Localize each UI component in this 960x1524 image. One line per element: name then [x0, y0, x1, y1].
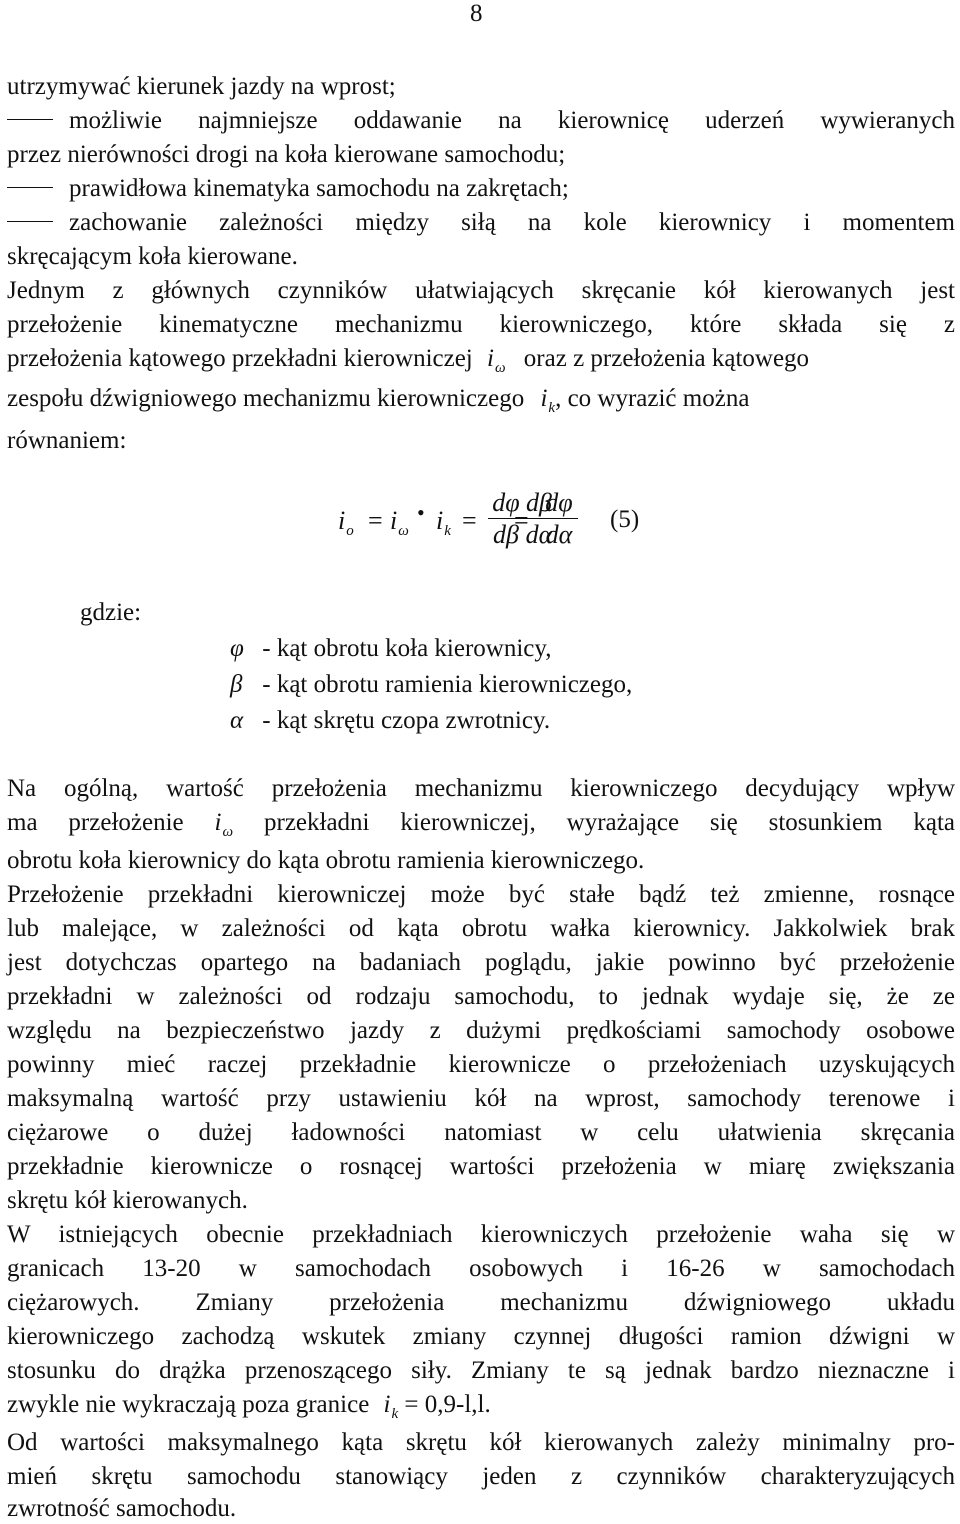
paragraph-line: zwrotność samochodu. — [7, 1495, 237, 1522]
paragraph-line: przełożenie kinematyczne mechanizmu kierowniczego, które składa się z — [7, 311, 955, 338]
fraction-dphi-dbeta: dφ dβ — [488, 488, 524, 551]
paragraph-line: ciężarowe o dużej ładowności natomiast w celu ułatwienia skręcania — [7, 1119, 955, 1146]
intro-line: utrzymywać kierunek jazdy na wprost; — [7, 73, 396, 100]
paragraph-line — [7, 384, 955, 423]
paragraph-line: równaniem: — [7, 427, 127, 454]
dash-marker — [7, 119, 53, 120]
text-segment: = 0,9-l,l. — [404, 1391, 491, 1418]
paragraph-line: obrotu koła kierownicy do kąta obrotu ramienia kierowniczego. — [7, 847, 645, 874]
dash-marker — [7, 187, 53, 188]
fraction-dphi-dalpha: dφ dα — [540, 488, 578, 551]
symbol-i-omega: $i_\omega$ — [390, 506, 409, 539]
text-segment: oraz z przełożenia kątowego — [523, 345, 810, 372]
paragraph-line: W istniejących obecnie przekładniach kierowniczych przełożenie waha się w — [7, 1221, 955, 1248]
text-segment: przekładni kierowniczej, wyrażające się stosunkiem kąta — [264, 809, 956, 836]
symbol-i-k: $i_k$ — [540, 385, 556, 416]
paragraph-line: przekładnie kierownicze o rosnącej wartości przełożenia w miarę zwiększania — [7, 1153, 955, 1180]
text-segment: przełożenia kątowego przekładni kierowniczej — [7, 345, 473, 372]
equals-sign: = — [462, 506, 477, 535]
paragraph-line: Na ogólną, wartość przełożenia mechanizmu kierowniczego decydujący wpływ — [7, 775, 955, 802]
paragraph-line: przekładni w zależności od rodzaju samochodu, to jednak wydaje się, że ze — [7, 983, 955, 1010]
paragraph-line — [7, 1390, 955, 1429]
bullet-text: możliwie najmniejsze oddawanie na kierownicę uderzeń wywieranych — [69, 107, 955, 134]
symbol-i-omega: $i_\omega$ — [487, 345, 506, 376]
symbol-i-k: $i_k$ — [436, 506, 451, 539]
paragraph-line: Jednym z głównych czynników ułatwiających skręcanie kół kierowanych jest — [7, 277, 955, 304]
bullet-item — [7, 208, 955, 238]
alpha-symbol: α — [230, 707, 244, 734]
paragraph-line: stosunku do drążka przenoszącego siły. Zmiany te są jednak bardzo nieznaczne i — [7, 1357, 955, 1384]
text-segment: zespołu dźwigniowego mechanizmu kierowniczego — [7, 385, 525, 412]
beta-symbol: β — [230, 671, 243, 698]
paragraph-line: skrętu kół kierowanych. — [7, 1187, 248, 1214]
paragraph-line: mień skrętu samochodu stanowiący jeden z czynników charakteryzujących — [7, 1463, 955, 1490]
page-number: 8 — [470, 0, 483, 27]
legend-item-phi — [230, 634, 552, 664]
legend-item-beta — [230, 670, 632, 700]
where-label: gdzie: — [80, 599, 142, 626]
bullet-continuation: skręcającym koła kierowane. — [7, 243, 298, 270]
text-segment: ma przełożenie — [7, 809, 184, 836]
paragraph-line: jest dotychczas opartego na badaniach poglądu, jakie powinno być przełożenie — [7, 949, 955, 976]
phi-symbol: φ — [230, 635, 244, 662]
bullet-item — [7, 106, 955, 136]
paragraph-line: Przełożenie przekładni kierowniczej może być stałe bądź też zmienne, rosnące — [7, 881, 955, 908]
text-segment: , co wyrazić można — [555, 385, 750, 412]
symbol-i-omega: $i_\omega$ — [214, 809, 234, 840]
product-dot: • — [417, 500, 425, 525]
paragraph-line: ciężarowych. Zmiany przełożenia mechanizmu dźwigniowego układu — [7, 1289, 955, 1316]
bullet-item — [7, 174, 955, 204]
paragraph-line: kierowniczego zachodzą wskutek zmiany czynnej długości ramion dźwigni w — [7, 1323, 955, 1350]
legend-text: - kąt obrotu ramienia kierowniczego, — [262, 671, 633, 698]
equals-sign: = — [368, 506, 383, 535]
symbol-i-k: $i_k$ — [383, 1391, 399, 1422]
dash-marker — [7, 221, 53, 222]
equation-number: (5) — [610, 506, 640, 533]
legend-text: - kąt skrętu czopa zwrotnicy. — [262, 707, 551, 734]
paragraph-line — [7, 344, 955, 383]
paragraph-line: Od wartości maksymalnego kąta skrętu kół kierowanych zależy minimalny pro- — [7, 1429, 955, 1456]
paragraph-line: granicach 13-20 w samochodach osobowych i 16-26 w samochodach — [7, 1255, 955, 1282]
paragraph-line — [7, 808, 955, 847]
paragraph-line: względu na bezpieczeństwo jazdy z dużymi prędkościami samochody osobowe — [7, 1017, 955, 1044]
bullet-text: zachowanie zależności między siłą na kole kierownicy i momentem — [69, 209, 955, 236]
paragraph-line: maksymalną wartość przy ustawieniu kół na wprost, samochody terenowe i — [7, 1085, 955, 1112]
bullet-continuation: przez nierówności drogi na koła kierowane samochodu; — [7, 141, 566, 168]
equals-sign: = — [514, 506, 529, 535]
fraction-dbeta-dalpha: dβ dα — [521, 488, 557, 551]
legend-text: - kąt obrotu koła kierownicy, — [262, 635, 552, 662]
text-segment: zwykle nie wykraczają poza granice — [7, 1391, 370, 1418]
legend-item-alpha — [230, 706, 550, 736]
paragraph-line: lub malejące, w zależności od kąta obrotu wałka kierownicy. Jakkolwiek brak — [7, 915, 955, 942]
paragraph-line: powinny mieć raczej przekładnie kierownicze o przełożeniach uzyskujących — [7, 1051, 955, 1078]
symbol-i-o: $i_o$ — [338, 506, 354, 539]
bullet-text: prawidłowa kinematyka samochodu na zakrętach; — [69, 175, 569, 202]
